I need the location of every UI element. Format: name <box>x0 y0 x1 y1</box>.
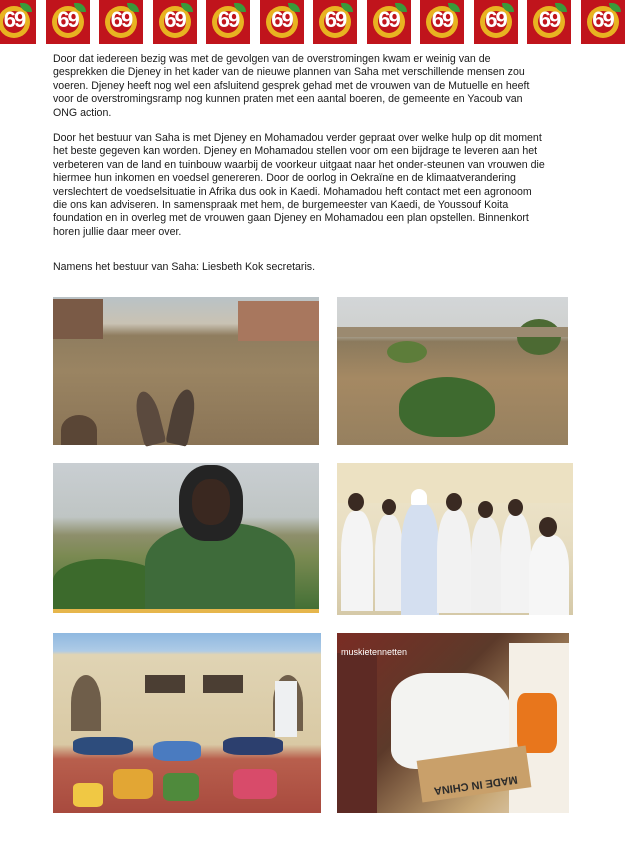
saha-logo-icon: 69 <box>260 0 304 44</box>
saha-logo-icon: 69 <box>99 0 143 44</box>
saha-logo-icon: 69 <box>367 0 411 44</box>
photo-flooded-village <box>337 297 568 445</box>
saha-logo-icon: 69 <box>474 0 518 44</box>
paragraph-aid-plan: Door het bestuur van Saha is met Djeney en Mohamadou verder gepraat over welke hulp op dit moment het beste gegeven kan worden. Djeney en Mohamadou stellen voor om een bijdrage te leveren aan het verbeteren van de land en tuinbouw waarbij de voorkeur uitgaat naar het onder-steunen van vrouwen die hiermee hun inkomen en voedsel genereren. Door de oorlog in Oekraïne en de klimaatverandering verslechtert de voedselsituatie in Afrika dus ook in Kaedi. Mohamadou heft contact met een agronoom die ons kan adviseren. In samenspraak met hem, de burgemeester van Kaedi, de Youssouf Koita foundation en in overleg met de vrouwen gaan Djeney en Mohamadou een plan opstellen. Binnenkort horen jullie daar meer over. <box>53 132 545 238</box>
photo-mosquito-nets <box>337 633 569 813</box>
saha-logo-icon: 69 <box>527 0 571 44</box>
saha-logo-icon: 69 <box>420 0 464 44</box>
photo-flooded-street <box>53 297 319 445</box>
saha-logo-icon: 69 <box>581 0 625 44</box>
saha-logo-icon: 69 <box>313 0 357 44</box>
photo-goods-distribution <box>53 633 321 813</box>
photo-man-raincoat <box>53 463 319 613</box>
signature-line: Namens het bestuur van Saha: Liesbeth Kok secretaris. <box>53 261 316 274</box>
photo-caption: muskietennetten <box>341 647 408 657</box>
letter-text <box>53 53 545 287</box>
photo-group-volunteers <box>337 463 573 615</box>
saha-logo-icon: 69 <box>0 0 36 44</box>
header-logo-band <box>0 0 613 46</box>
saha-logo-icon: 69 <box>46 0 90 44</box>
made-in-china-box: MADE IN CHINA <box>417 746 532 803</box>
saha-logo-icon: 69 <box>206 0 250 44</box>
saha-logo-icon: 69 <box>153 0 197 44</box>
paragraph-flood-talks: Door dat iedereen bezig was met de gevolgen van de overstromingen kwam er weinig van de gesprekken die Djeney in het kader van de nieuwe plannen van Saha met verschillende mensen zou voeren. Djeney heeft nog wel een afsluitend gesprek gehad met de vrouwen van de Mutuelle en heeft voor de overstromingsramp nog kunnen praten met een aantal boeren, de gemeente en Yacoub van ONG action. <box>53 53 530 119</box>
